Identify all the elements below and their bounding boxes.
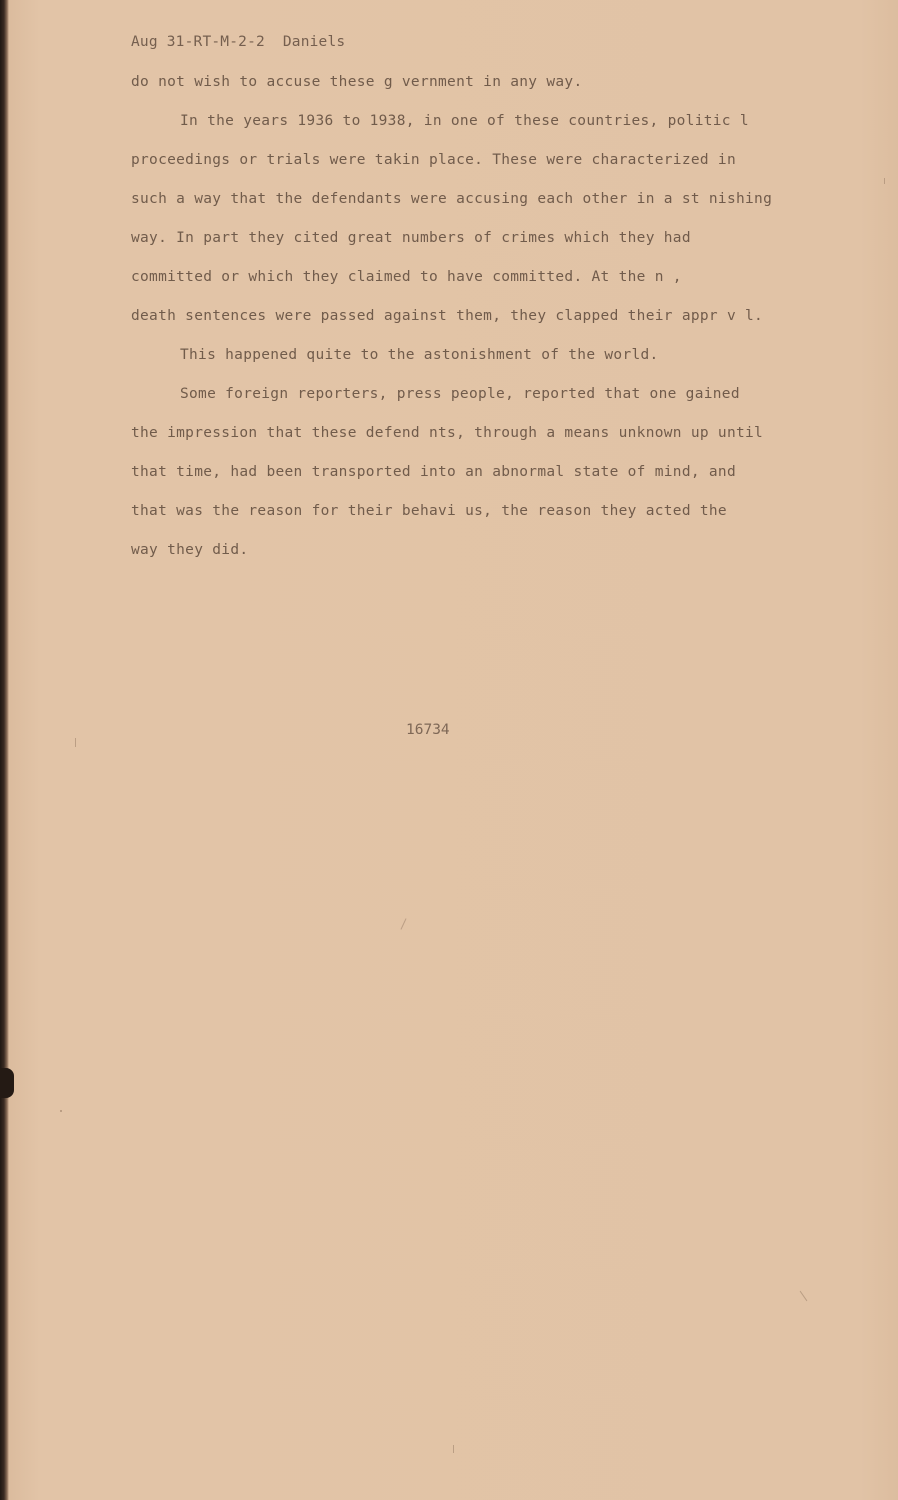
paper-speck (60, 1110, 62, 1112)
text-line: This happened quite to the astonishment of the world. (180, 347, 659, 363)
text-line: such a way that the defendants were accusing each other in a st nishing (131, 191, 773, 207)
text-line: In the years 1936 to 1938, in one of these countries, politic l (180, 113, 749, 129)
page-left-edge (0, 0, 9, 1500)
paper-speck (453, 1445, 454, 1453)
paper-speck (800, 1291, 808, 1301)
page-number: 16734 (406, 722, 450, 738)
text-line: death sentences were passed against them, they clapped their appr v l. (131, 308, 764, 324)
text-line: do not wish to accuse these g vernment in any way. (131, 74, 583, 90)
header-speaker: Daniels (282, 34, 346, 50)
page-edge-tear (0, 1068, 14, 1098)
paper-speck (75, 738, 76, 747)
text-line: the impression that these defend nts, through a means unknown up until (131, 425, 764, 441)
text-line: committed or which they claimed to have committed. At the n , (131, 269, 682, 285)
text-line: that time, had been transported into an abnormal state of mind, and (131, 464, 736, 480)
header-reference: Aug 31-RT-M-2-2 (131, 34, 265, 50)
text-line: proceedings or trials were takin place. These were characterized in (131, 152, 736, 168)
paper-speck (884, 178, 885, 184)
text-line: that was the reason for their behavi us, the reason they acted the (131, 503, 727, 519)
page-header (131, 34, 345, 50)
text-line: way they did. (131, 542, 249, 558)
text-line: Some foreign reporters, press people, reported that one gained (180, 386, 740, 402)
paper-speck (401, 918, 407, 929)
text-line: way. In part they cited great numbers of crimes which they had (131, 230, 691, 246)
